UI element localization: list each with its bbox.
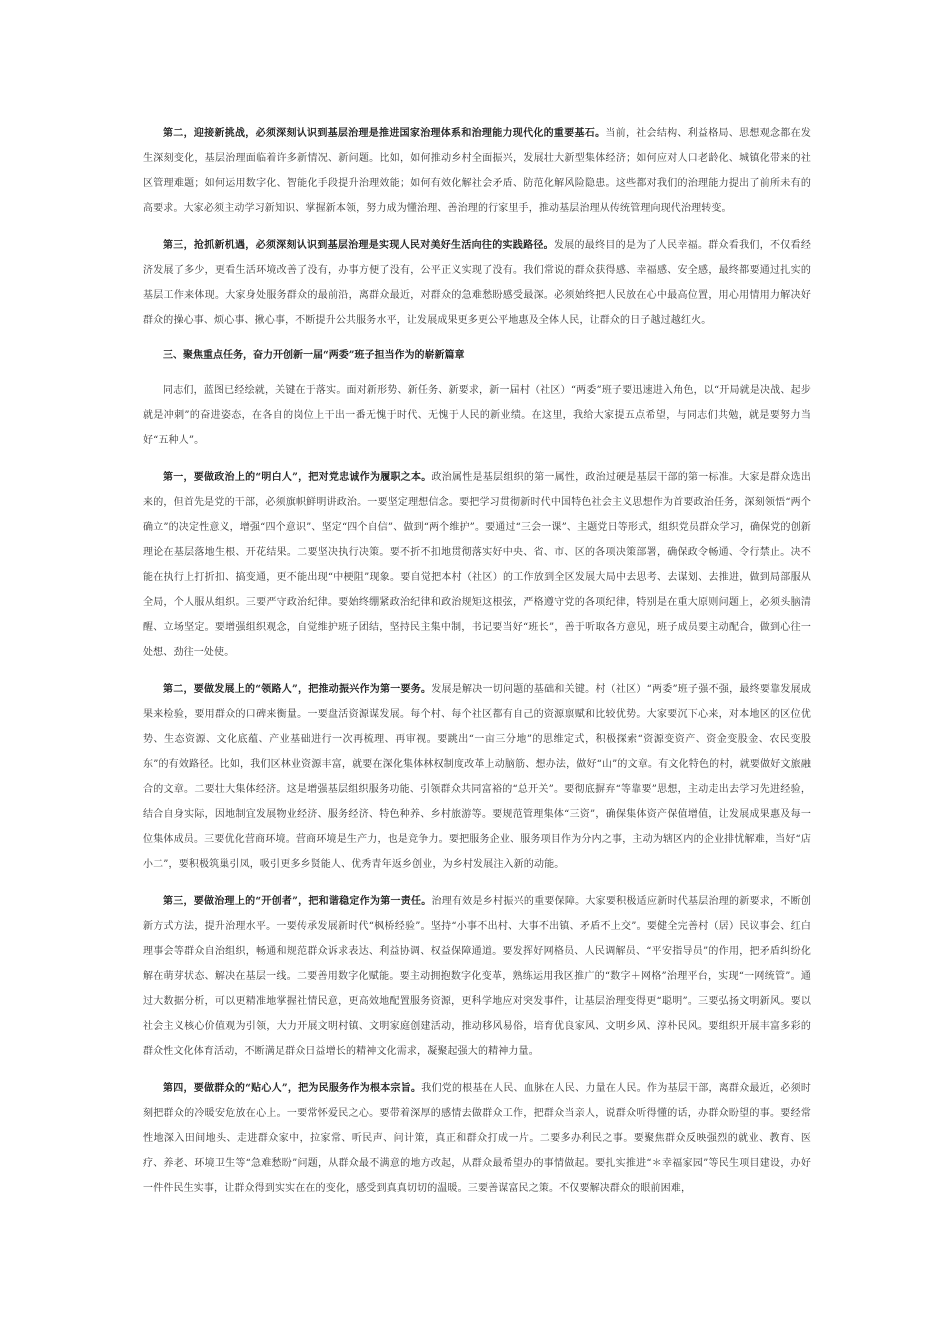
paragraph-text: 发展的最终目的是为了人民幸福。群众看我们，不仅看经济发展了多少，更看生活环境改善了没有，办事方便了没有，公平正义实现了没有。我们常说的群众获得感、幸福感、安全感，最终都要通过扎实的基层工作来体现。大家身处服务群众的最前沿，离群众最近，对群众的急难愁盼感受最深。必须始终把人民放在心中最高位置，用心用情用力解决好群众的操心事、烦心事、揪心事，不断提升公共服务水平，让发展成果更多更公平地惠及全体人民，让群众的日子越过越红火。 xyxy=(143,240,811,326)
paragraph-lead: 第四，要做群众的“贴心人”，把为民服务作为根本宗旨。 xyxy=(163,1083,422,1094)
paragraph-text: 当前，社会结构、利益格局、思想观念都在发生深刻变化，基层治理面临着许多新情况、新问题。比如，如何推动乡村全面振兴，发展壮大新型集体经济；如何应对人口老龄化、城镇化带来的社区管理难题；如何运用数字化、智能化手段提升治理效能；如何有效化解社会矛盾、防范化解风险隐患。这些都对我们的治理能力提出了前所未有的高要求。大家必须主动学习新知识、掌握新本领，努力成为懂治理、善治理的行家里手，推动基层治理从传统管理向现代治理转变。 xyxy=(143,128,812,214)
paragraph-text: 我们党的根基在人民、血脉在人民、力量在人民。作为基层干部，离群众最近，必须时刻把群众的冷暖安危放在心上。一要常怀爱民之心。要带着深厚的感情去做群众工作，把群众当亲人，说群众听得懂的话，办群众盼望的事。要经常性地深入田间地头、走进群众家中，拉家常、听民声、问计策，真正和群众打成一片。二要多办利民之事。要聚焦群众反映强烈的就业、教育、医疗、养老、环境卫生等“急难愁盼”问题，从群众最不满意的地方改起，从群众最希望办的事情做起。要扎实推进“＊幸福家园”等民生项目建设，办好一件件民生实事，让群众得到实实在在的变化，感受到真真切切的温暖。三要善谋富民之策。不仅要解决群众的眼前困难， xyxy=(143,1083,811,1194)
paragraph-third-opportunity xyxy=(143,233,811,333)
paragraph-second-challenge xyxy=(143,121,811,221)
paragraph-lead: 第一，要做政治上的“明白人”，把对党忠诚作为履职之本。 xyxy=(163,472,432,483)
section-heading: 三、聚焦重点任务，奋力开创新一届“两委”班子担当作为的崭新篇章 xyxy=(163,350,465,361)
paragraph-lead: 第二，迎接新挑战，必须深刻认识到基层治理是推进国家治理体系和治理能力现代化的重要基石。 xyxy=(163,128,606,139)
point-service xyxy=(143,1076,811,1201)
paragraph-text: 发展是解决一切问题的基础和关键。村（社区）“两委”班子强不强，最终要靠发展成果来检验，要用群众的口碑来衡量。一要盘活资源谋发展。每个村、每个社区都有自己的资源禀赋和比较优势。大家要沉下心来，对本地区的区位优势、生态资源、文化底蕴、产业基础进行一次再梳理、再审视。要跳出“一亩三分地”的思维定式，积极探索“资源变资产、资金变股金、农民变股东”的有效路径。比如，我们区林业资源丰富，就要在深化集体林权制度改革上动脑筋、想办法，做好“山”的文章。有文化特色的村，就要做好文旅融合的文章。二要壮大集体经济。这是增强基层组织服务功能、引领群众共同富裕的“总开关”。要彻底摒弃“等靠要”思想，主动走出去学习先进经验，结合自身实际，因地制宜发展物业经济、服务经济、特色种养、乡村旅游等。要规范管理集体“三资”，确保集体资产保值增值，让发展成果惠及每一位集体成员。三要优化营商环境。营商环境是生产力，也是竞争力。要把服务企业、服务项目作为分内之事，主动为辖区内的企业排忧解难，当好“店小二”，要积极筑巢引凤，吸引更多乡贤能人、优秀青年返乡创业，为乡村发展注入新的动能。 xyxy=(143,684,811,870)
paragraph-text: 治理有效是乡村振兴的重要保障。大家要积极适应新时代基层治理的新要求，不断创新方式方法，提升治理水平。一要传承发展新时代“枫桥经验”。坚持“小事不出村、大事不出镇、矛盾不上交”。要健全完善村（居）民议事会、红白理事会等群众自治组织，畅通和规范群众诉求表达、利益协调、权益保障通道。要发挥好网格员、人民调解员、“平安指导员”的作用，把矛盾纠纷化解在萌芽状态、解决在基层一线。二要善用数字化赋能。要主动拥抱数字化变革，熟练运用我区推广的“数字＋网格”治理平台，实现“一网统管”。通过大数据分析，可以更精准地掌握社情民意，更高效地配置服务资源，更科学地应对突发事件，让基层治理变得更“聪明”。三要弘扬文明新风。要以社会主义核心价值观为引领，大力开展文明村镇、文明家庭创建活动，推动移风易俗，培育优良家风、文明乡风、淳朴民风。要组织开展丰富多彩的群众性文化体育活动，不断满足群众日益增长的精神文化需求，凝聚起强大的精神力量。 xyxy=(143,896,811,1057)
point-political xyxy=(143,465,811,665)
paragraph-lead: 第三，抢抓新机遇，必须深刻认识到基层治理是实现人民对美好生活向往的实践路径。 xyxy=(163,240,554,251)
paragraph-lead: 第三，要做治理上的“开创者”，把和谐稳定作为第一责任。 xyxy=(163,896,432,907)
point-governance xyxy=(143,889,811,1064)
paragraph-lead: 第二，要做发展上的“领路人”，把推动振兴作为第一要务。 xyxy=(163,684,432,695)
document-body xyxy=(143,121,811,1213)
point-development xyxy=(143,677,811,877)
paragraph-text: 政治属性是基层组织的第一属性，政治过硬是基层干部的第一标准。大家是群众选出来的，但首先是党的干部，必须旗帜鲜明讲政治。一要坚定理想信念。要把学习贯彻新时代中国特色社会主义思想作为首要政治任务，深刻领悟“两个确立”的决定性意义，增强“四个意识”、坚定“四个自信”、做到“两个维护”。要通过“三会一课”、主题党日等形式，组织党员群众学习，确保党的创新理论在基层落地生根、开花结果。二要坚决执行决策。要不折不扣地贯彻落实好中央、省、市、区的各项决策部署，确保政令畅通、令行禁止。决不能在执行上打折扣、搞变通，更不能出现“中梗阻”现象。要自觉把本村（社区）的工作放到全区发展大局中去思考、去谋划、去推进，做到局部服从全局，个人服从组织。三要严守政治纪律。要始终绷紧政治纪律和政治规矩这根弦，严格遵守党的各项纪律，特别是在重大原则问题上，必须头脑清醒、立场坚定。要增强组织观念，自觉维护班子团结，坚持民主集中制，书记要当好“班长”，善于听取各方意见，班子成员要主动配合，做到心往一处想、劲往一处使。 xyxy=(143,472,811,658)
section-intro: 同志们，蓝图已经绘就，关键在于落实。面对新形势、新任务、新要求，新一届村（社区）“两委”班子要迅速进入角色，以“开局就是决战、起步就是冲刺”的奋进姿态，在各自的岗位上干出一番无愧于时代、无愧于人民的新业绩。在这里，我给大家提五点希望，与同志们共勉，就是要努力当好“五种人”。 xyxy=(143,385,811,446)
